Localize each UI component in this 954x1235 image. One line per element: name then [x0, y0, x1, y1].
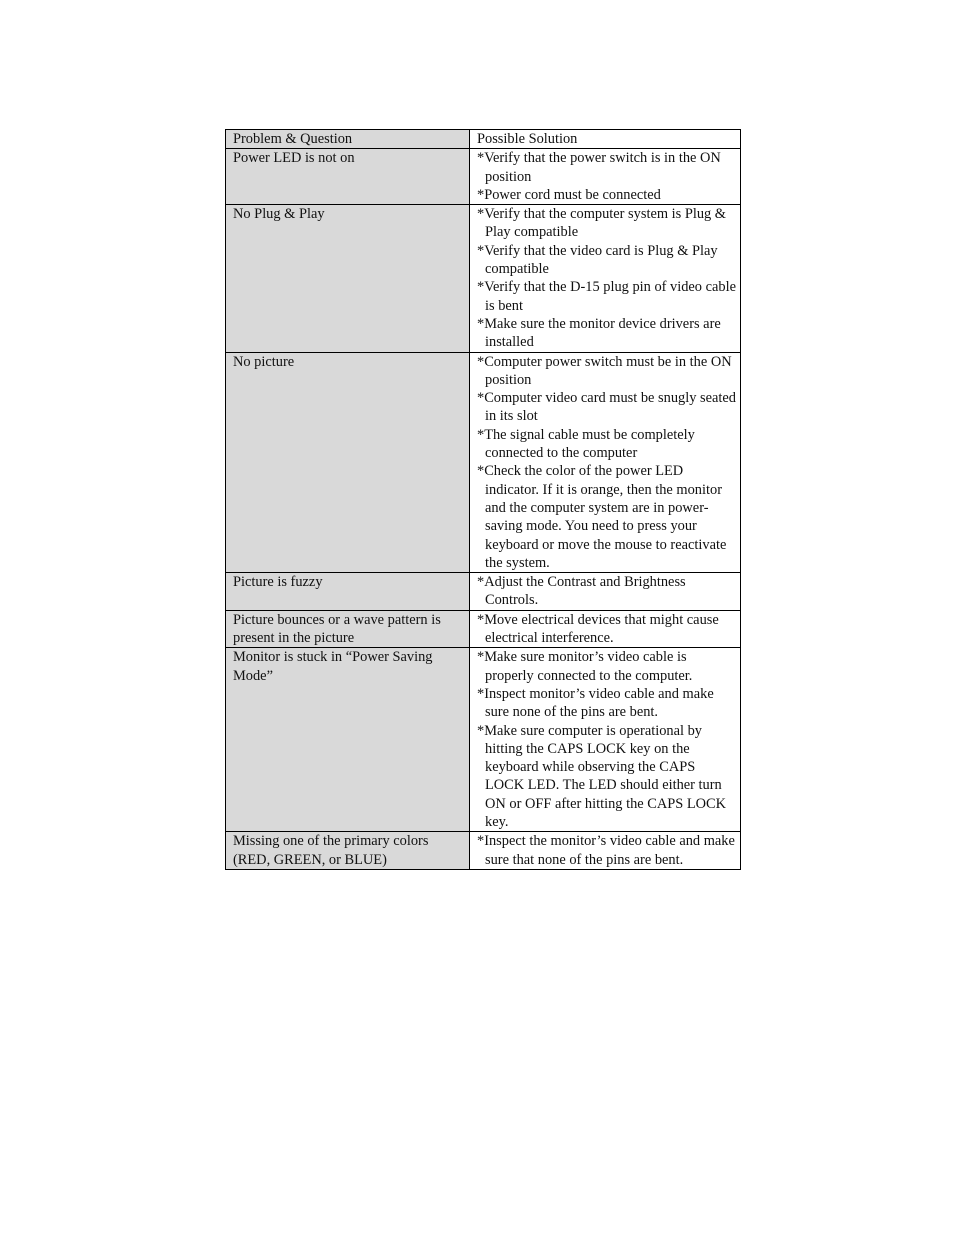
solution-item: *Power cord must be connected [477, 186, 661, 203]
solution-item: *Computer video card must be snugly seated in its slot [477, 390, 736, 425]
solution-item: *Adjust the Contrast and Brightness Controls. [477, 574, 686, 609]
problem-cell: Power LED is not on [226, 149, 470, 205]
solution-item: *Make sure computer is operational by hitting the CAPS LOCK key on the keyboard while observing the CAPS LOCK LED. The LED should either turn ON or OFF after hitting the CAPS LOCK key. [477, 722, 727, 830]
problem-cell: Monitor is stuck in “Power Saving Mode” [226, 648, 470, 832]
problem-cell: Picture bounces or a wave pattern is present in the picture [226, 610, 470, 648]
solution-cell [470, 149, 741, 205]
solution-item: *Verify that the video card is Plug & Play compatible [477, 242, 718, 278]
header-problem: Problem & Question [226, 130, 470, 149]
solution-cell [470, 352, 741, 573]
problem-cell: Picture is fuzzy [226, 573, 470, 611]
table-row [226, 610, 741, 648]
solution-item: *Verify that the power switch is in the ON position [477, 150, 721, 185]
table-header-row [226, 130, 741, 149]
solution-item: *Computer power switch must be in the ON position [477, 353, 732, 388]
solution-item: *Verify that the D-15 plug pin of video cable is bent [477, 279, 736, 314]
solution-cell [470, 573, 741, 611]
table-row [226, 149, 741, 205]
solution-item: *Move electrical devices that might cause electrical interference. [477, 611, 719, 647]
table-row [226, 352, 741, 573]
table-row [226, 573, 741, 611]
troubleshooting-table-body [226, 130, 741, 870]
table-row [226, 205, 741, 352]
solution-item: *Make sure the monitor device drivers are installed [477, 315, 721, 351]
table-row [226, 648, 741, 832]
solution-cell [470, 610, 741, 648]
solution-item: *Inspect monitor’s video cable and make sure none of the pins are bent. [477, 685, 714, 721]
solution-cell [470, 648, 741, 832]
solution-cell [470, 205, 741, 352]
solution-item: *The signal cable must be completely connected to the computer [477, 426, 695, 462]
table-row [226, 832, 741, 870]
problem-cell: No Plug & Play [226, 205, 470, 352]
problem-cell: No picture [226, 352, 470, 573]
solution-cell [470, 832, 741, 870]
header-solution: Possible Solution [470, 130, 741, 149]
solution-item: *Make sure monitor’s video cable is properly connected to the computer. [477, 649, 693, 684]
problem-cell: Missing one of the primary colors (RED, GREEN, or BLUE) [226, 832, 470, 870]
solution-item: *Verify that the computer system is Plug & Play compatible [477, 206, 727, 241]
solution-item: *Inspect the monitor’s video cable and make sure that none of the pins are bent. [477, 833, 735, 868]
troubleshooting-table [225, 129, 741, 870]
solution-item: *Check the color of the power LED indicator. If it is orange, then the monitor and the computer system are in power-saving mode. You need to press your keyboard or move the mouse to reactivate the system. [477, 463, 727, 571]
